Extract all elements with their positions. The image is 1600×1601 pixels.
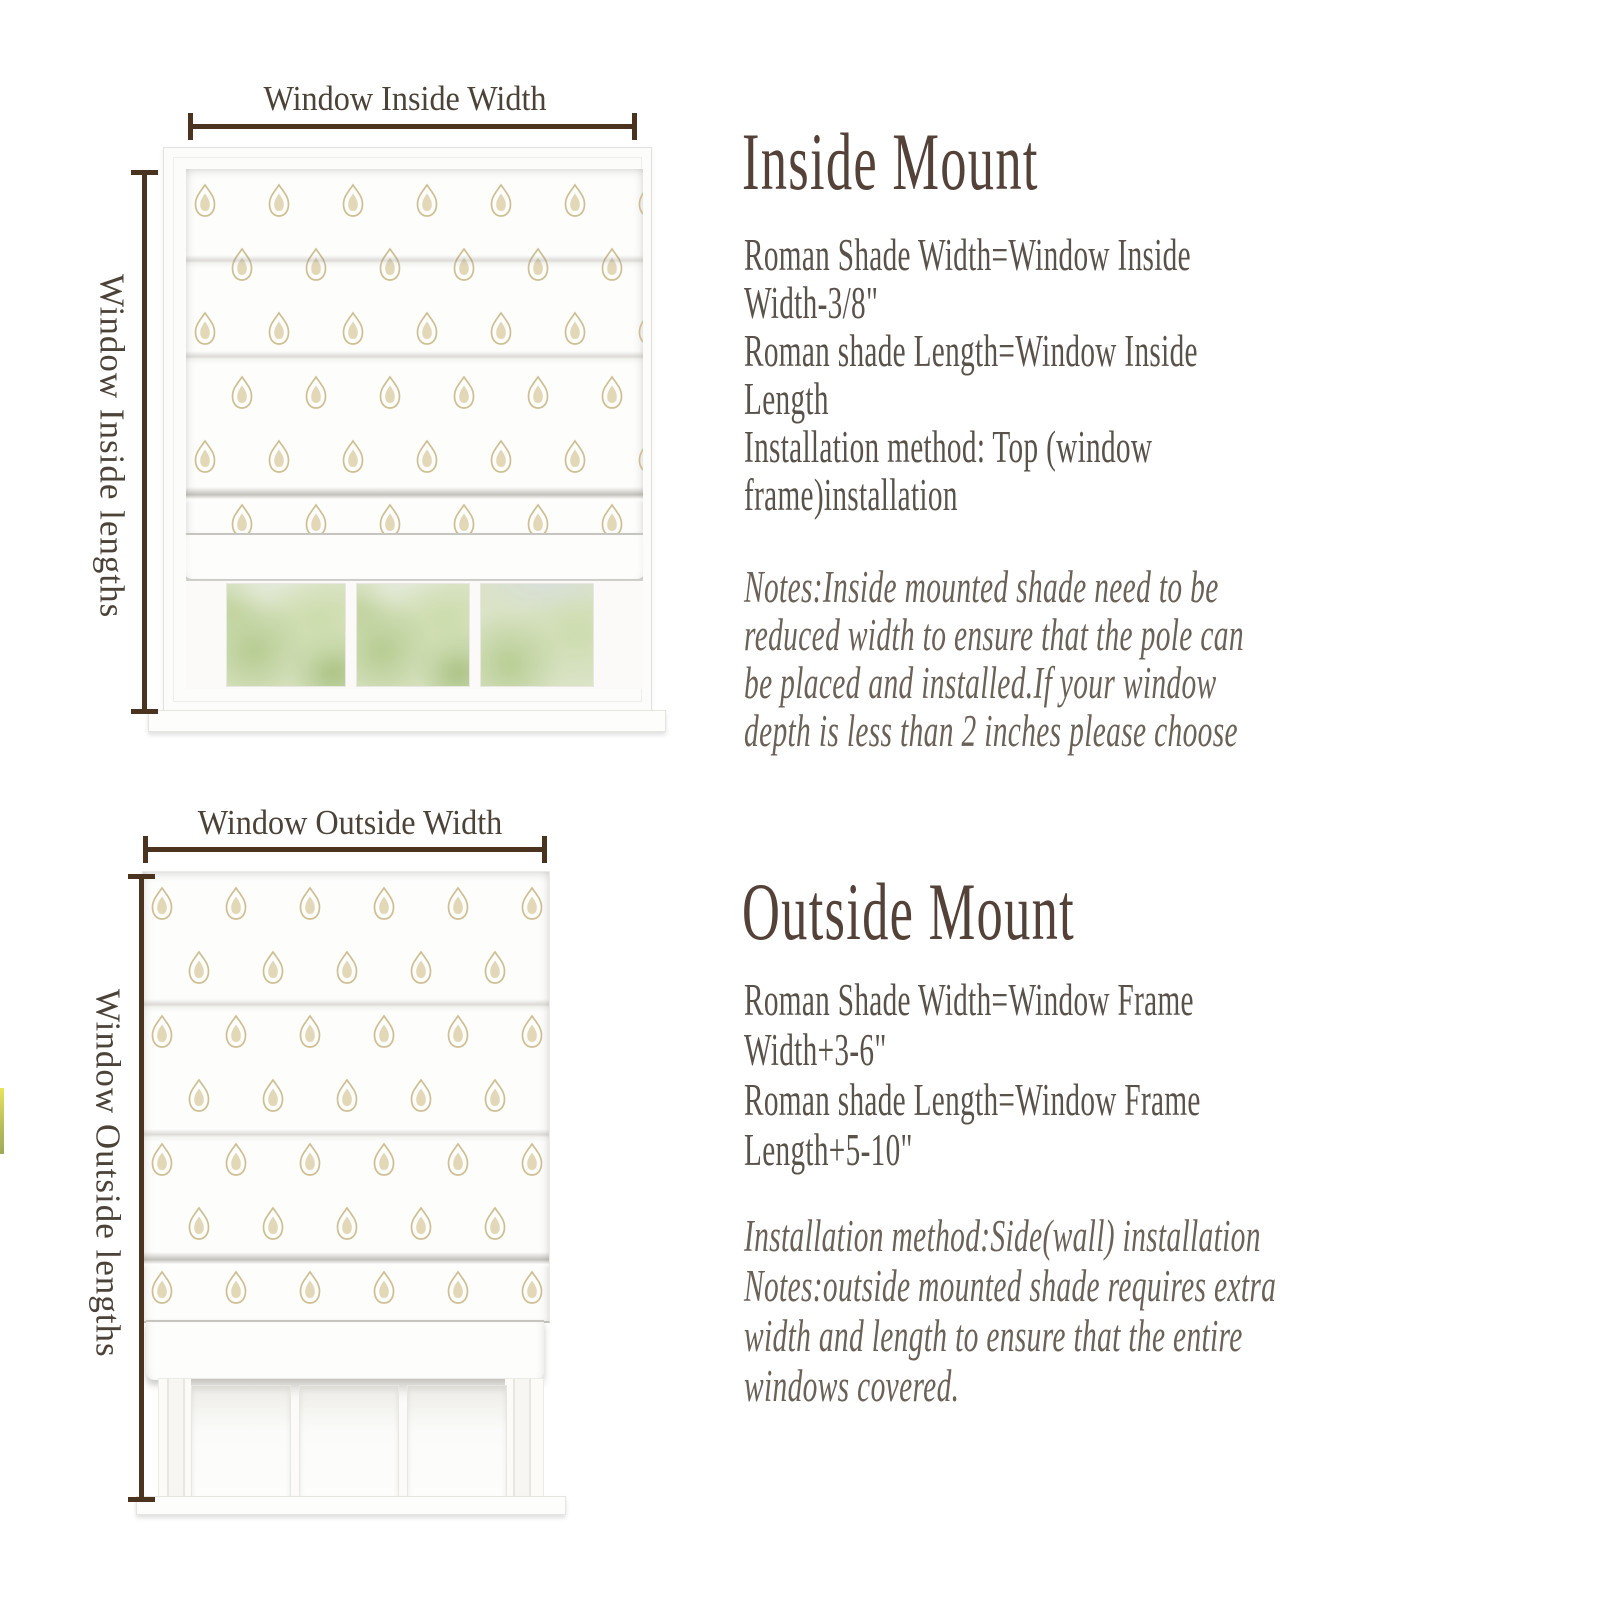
outside-mount-heading: Outside Mount <box>742 866 1075 957</box>
shade-valance-fold <box>186 533 643 579</box>
shade-fold-crease <box>143 1129 549 1142</box>
window-pane <box>299 1385 399 1501</box>
window-pane <box>191 1385 291 1501</box>
greenery-sky-view <box>480 583 594 687</box>
notes-line: Notes:Inside mounted shade need to be <box>744 562 1219 612</box>
notes-line: width and length to ensure that the entire <box>744 1311 1243 1361</box>
spec-line: Roman Shade Width=Window Frame <box>744 975 1194 1025</box>
inside-notes-text <box>744 563 1524 755</box>
window-sill <box>148 710 666 732</box>
notes-line: reduced width to ensure that the pole can <box>744 610 1244 660</box>
arrow-end-tick <box>131 170 158 175</box>
greenery-view <box>356 583 470 687</box>
window-pane <box>356 583 470 687</box>
spec-line: Length+5-10" <box>744 1125 913 1175</box>
shade-fold-crease <box>186 487 643 504</box>
window-pane <box>480 583 594 687</box>
roman-shade-fabric <box>186 169 643 535</box>
inside-length-arrow <box>142 170 147 714</box>
spec-line: Width-3/8" <box>744 278 879 328</box>
spec-line: Roman Shade Width=Window Inside <box>744 230 1191 280</box>
window-panes <box>186 581 643 689</box>
shade-fold-crease <box>186 351 643 364</box>
inside-width-arrow <box>188 124 637 129</box>
window-casing-left <box>159 1379 191 1499</box>
outside-shade-valance-fold <box>146 1320 544 1380</box>
spec-line: Roman shade Length=Window Frame <box>744 1075 1201 1125</box>
arrow-end-tick <box>542 836 547 863</box>
inside-width-label: Window Inside Width <box>263 79 547 118</box>
arrow-end-tick <box>128 1497 155 1502</box>
outside-width-label: Window Outside Width <box>197 803 503 842</box>
outside-width-arrow <box>143 847 547 852</box>
spec-line: Roman shade Length=Window Inside <box>744 326 1198 376</box>
outside-window-lower-frame <box>158 1378 544 1500</box>
spec-line: Width+3-6" <box>744 1025 887 1075</box>
shade-fold-crease <box>143 1252 549 1269</box>
notes-line: Notes:outside mounted shade requires extra <box>744 1261 1277 1311</box>
arrow-end-tick <box>143 836 148 863</box>
outside-roman-shade-fabric <box>142 871 550 1323</box>
inside-length-label: Window Inside lengths <box>92 273 132 619</box>
window-pane <box>407 1385 507 1501</box>
greenery-view <box>226 583 346 687</box>
window-sill <box>136 1496 566 1515</box>
arrow-end-tick <box>131 709 158 714</box>
spec-line: frame)installation <box>744 470 958 520</box>
spec-line: Length <box>744 374 829 424</box>
outside-spec-text <box>744 975 1524 1175</box>
notes-line: windows covered. <box>744 1361 960 1411</box>
window-opening <box>186 169 643 689</box>
notes-line: depth is less than 2 inches please choose <box>744 706 1238 756</box>
shade-fold-crease <box>143 999 549 1012</box>
shade-fold-crease <box>186 255 643 268</box>
outside-notes-text <box>744 1211 1524 1411</box>
arrow-end-tick <box>632 113 637 140</box>
window-pane <box>226 583 346 687</box>
spec-line: Installation method: Top (window <box>744 422 1153 472</box>
notes-line: Installation method:Side(wall) installation <box>744 1211 1261 1261</box>
arrow-end-tick <box>188 113 193 140</box>
left-edge-artifact <box>0 1088 4 1154</box>
outside-length-arrow <box>139 874 144 1502</box>
arrow-end-tick <box>128 874 155 879</box>
window-casing-right <box>505 1379 543 1499</box>
inside-mount-window <box>163 147 652 712</box>
inside-spec-text <box>744 231 1524 519</box>
outside-length-label: Window Outside lengths <box>88 988 128 1358</box>
inside-mount-heading: Inside Mount <box>742 116 1039 207</box>
notes-line: be placed and installed.If your window <box>744 658 1217 708</box>
